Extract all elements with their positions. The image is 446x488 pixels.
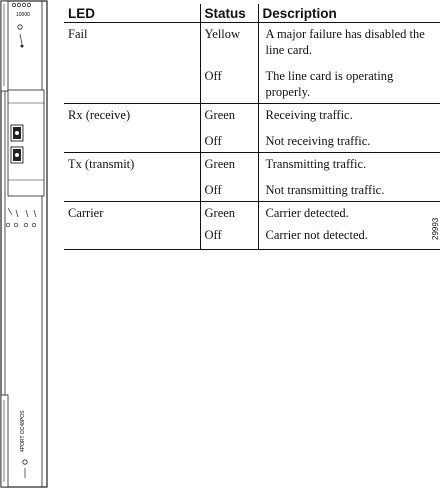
led-status: Green	[200, 104, 258, 127]
line-card-illustration	[0, 0, 50, 488]
line-card-drawing	[0, 0, 50, 488]
figure-number: 29993	[431, 217, 440, 240]
led-status: Yellow	[200, 23, 258, 62]
led-name: Tx (transmit)	[68, 157, 135, 171]
led-name: Fail	[68, 27, 88, 41]
led-status-table	[64, 4, 440, 250]
led-description: Not receiving traffic.	[258, 126, 440, 153]
table-row	[64, 126, 440, 153]
table-row	[64, 175, 440, 202]
table-row	[64, 224, 440, 250]
card-side-label: 4PORT OC48POS	[20, 410, 26, 452]
led-description: The line card is operating properly.	[258, 61, 440, 104]
header-description: Description	[258, 4, 440, 23]
led-name: Rx (receive)	[68, 108, 131, 122]
header-led: LED	[64, 4, 200, 23]
led-description: Receiving traffic.	[258, 104, 440, 127]
led-description: Not transmitting traffic.	[258, 175, 440, 202]
header-status: Status	[200, 4, 258, 23]
led-status: Off	[200, 126, 258, 153]
table-header-row	[64, 4, 440, 23]
table-row	[64, 61, 440, 104]
led-status: Green	[200, 153, 258, 176]
led-description: Carrier detected.	[258, 202, 440, 225]
led-status: Off	[200, 224, 258, 250]
led-description: A major failure has disabled the line card.	[258, 23, 440, 62]
table-row	[64, 104, 440, 127]
table-row	[64, 202, 440, 225]
led-name: Carrier	[68, 206, 104, 220]
led-status: Green	[200, 202, 258, 225]
led-status: Off	[200, 61, 258, 104]
card-top-label: 10000	[16, 12, 30, 18]
led-description: Transmitting traffic.	[258, 153, 440, 176]
table-row	[64, 153, 440, 176]
led-status: Off	[200, 175, 258, 202]
led-description: Carrier not detected.	[258, 224, 440, 250]
table-row	[64, 23, 440, 62]
